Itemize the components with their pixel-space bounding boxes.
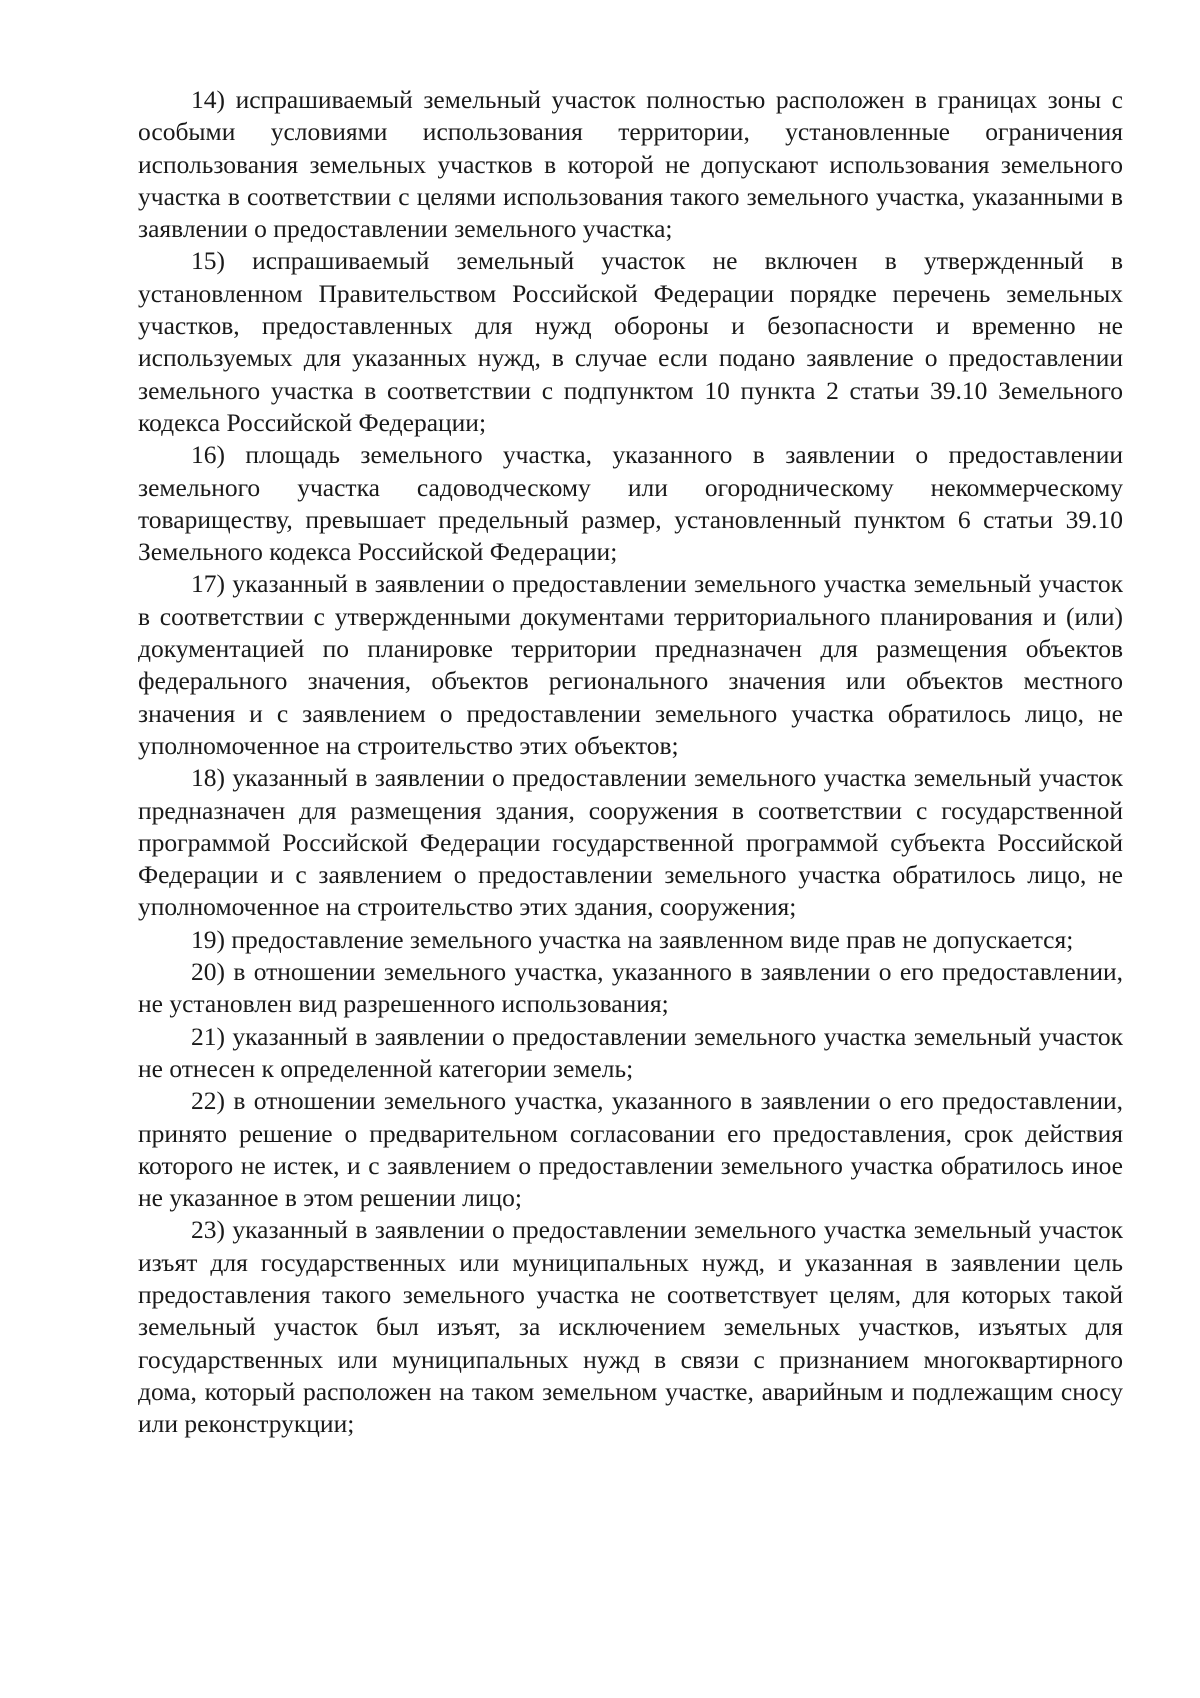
paragraph-20: 20) в отношении земельного участка, указанного в заявлении о его предоставлении, не установлен вид разрешенного использования; (138, 957, 1123, 1019)
document-body (138, 84, 1123, 1440)
paragraph-16: 16) площадь земельного участка, указанного в заявлении о предоставлении земельного участка садоводческому или огородническому некоммерческому товариществу, превышает предельный размер, установленный пунктом 6 статьи 39.10 Земельного кодекса Российской Федерации; (138, 440, 1123, 567)
paragraph-15: 15) испрашиваемый земельный участок не включен в утвержденный в установленном Правительством Российской Федерации порядке перечень земельных участков, предоставленных для нужд обороны и безопасности и временно не используемых для указанных нужд, в случае если подано заявление о предоставлении земельного участка в соответствии с подпунктом 10 пункта 2 статьи 39.10 Земельного кодекса Российской Федерации; (138, 246, 1123, 437)
paragraph-14: 14) испрашиваемый земельный участок полностью расположен в границах зоны с особыми условиями использования территории, установленные ограничения использования земельных участков в которой не допускают использования земельного участка в соответствии с целями использования такого земельного участка, указанными в заявлении о предоставлении земельного участка; (138, 85, 1123, 244)
paragraph-21: 21) указанный в заявлении о предоставлении земельного участка земельный участок не отнесен к определенной категории земель; (138, 1021, 1123, 1083)
paragraph-22: 22) в отношении земельного участка, указанного в заявлении о его предоставлении, принято решение о предварительном согласовании его предоставления, срок действия которого не истек, и с заявлением о предоставлении земельного участка обратилось иное не указанное в этом решении лицо; (138, 1086, 1123, 1213)
paragraph-19: 19) предоставление земельного участка на заявленном виде прав не допускается; (191, 924, 1074, 954)
paragraph-18: 18) указанный в заявлении о предоставлении земельного участка земельный участок предназначен для размещения здания, сооружения в соответствии с государственной программой Российской Федерации государственной программой субъекта Российской Федерации и с заявлением о предоставлении земельного участка обратилось лицо, не уполномоченное на строительство этих здания, сооружения; (138, 763, 1123, 922)
paragraph-23: 23) указанный в заявлении о предоставлении земельного участка земельный участок изъят для государственных или муниципальных нужд, и указанная в заявлении цель предоставления такого земельного участка не соответствует целям, для которых такой земельный участок был изъят, за исключением земельных участков, изъятых для государственных или муниципальных нужд в связи с признанием многоквартирного дома, который расположен на таком земельном участке, аварийным и подлежащим сносу или реконструкции; (138, 1215, 1123, 1439)
paragraph-17: 17) указанный в заявлении о предоставлении земельного участка земельный участок в соответствии с утвержденными документами территориального планирования и (или) документацией по планировке территории предназначен для размещения объектов федерального значения, объектов регионального значения или объектов местного значения и с заявлением о предоставлении земельного участка обратилось лицо, не уполномоченное на строительство этих объектов; (138, 569, 1123, 760)
